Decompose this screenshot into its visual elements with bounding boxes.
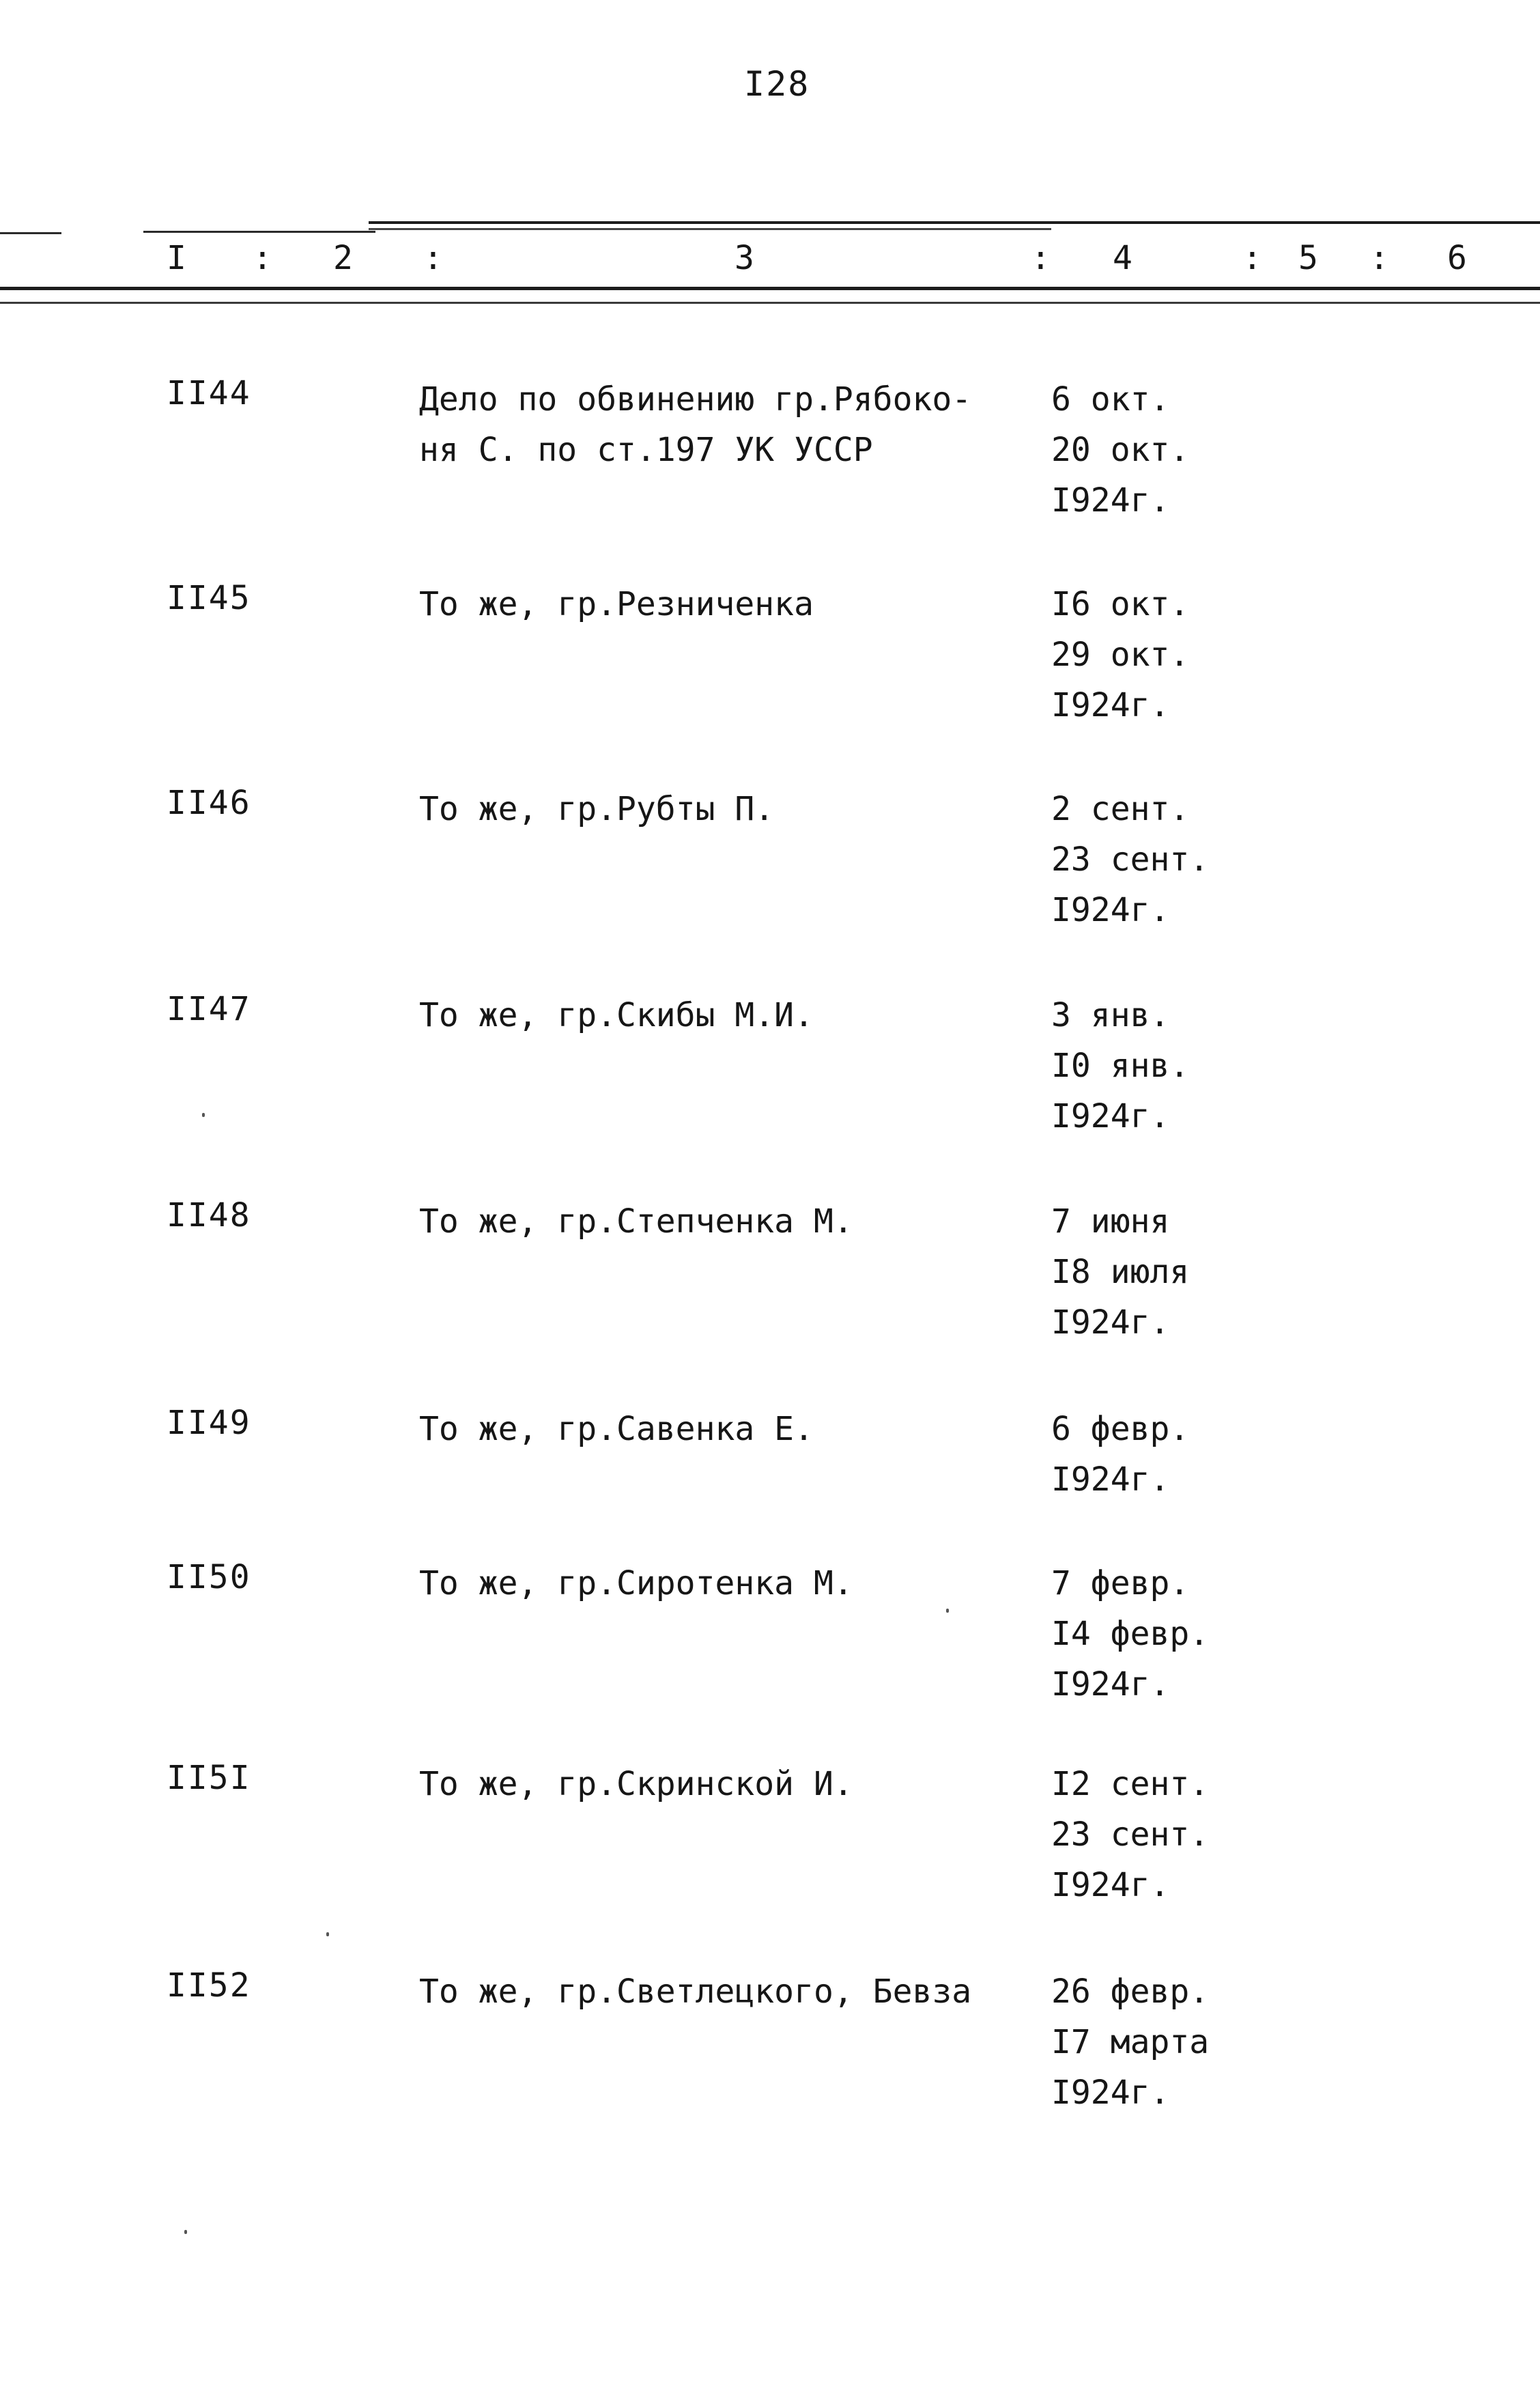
record-title: То же, гр.Рубты П. [419,790,775,828]
column-separator: : [1031,239,1051,277]
record-title: То же, гр.Сиротенка М. [419,1564,853,1602]
record-number: II47 [167,990,251,1028]
scan-speck [184,2230,187,2234]
header-rule-top [369,221,1540,224]
record-dates: I2 сент. 23 сент. I924г. [1051,1765,1210,1904]
column-header-3: 3 [735,239,754,277]
scan-speck [946,1609,949,1613]
record-number: II48 [167,1196,251,1234]
column-header-4: 4 [1113,239,1132,277]
record-dates: 6 окт. 20 окт. I924г. [1051,380,1190,520]
scan-speck [202,1113,205,1117]
column-header-2: 2 [333,239,353,277]
record-title: То же, гр.Скринской И. [419,1765,853,1803]
record-dates: 7 июня I8 июля I924г. [1051,1202,1190,1342]
header-rule-bottom [0,287,1540,290]
header-rule-top-inner [369,228,1051,230]
column-separator: : [1242,239,1262,277]
record-title: То же, гр.Савенка Е. [419,1410,814,1448]
record-number: II44 [167,374,251,412]
record-title: То же, гр.Резниченка [419,585,814,623]
column-header-6: 6 [1447,239,1467,277]
column-separator: : [253,239,272,277]
record-dates: I6 окт. 29 окт. I924г. [1051,585,1190,724]
record-number: II5I [167,1759,251,1797]
record-dates: 2 сент. 23 сент. I924г. [1051,790,1210,929]
column-separator: : [1369,239,1389,277]
record-dates: 26 февр. I7 марта I924г. [1051,1973,1210,2112]
record-number: II46 [167,784,251,822]
record-number: II49 [167,1404,251,1442]
record-title: То же, гр.Светлецкого, Бевза [419,1973,972,2011]
header-rule-top-left [0,232,61,234]
column-header-5: 5 [1298,239,1318,277]
column-separator: : [423,239,443,277]
page-number: I28 [744,64,810,104]
record-number: II52 [167,1966,251,2005]
scan-speck [326,1932,329,1936]
record-title: То же, гр.Степченка М. [419,1202,853,1241]
record-title: То же, гр.Скибы М.И. [419,996,814,1034]
record-number: II50 [167,1558,251,1596]
record-dates: 6 февр. I924г. [1051,1410,1190,1499]
header-rule-bottom-2 [0,302,1540,304]
header-rule-top-left-2 [143,231,375,233]
column-header-1: I [167,239,186,277]
record-title: Дело по обвинению гр.Рябоко- ня С. по ст.197 УК УССР [419,380,972,469]
record-dates: 7 февр. I4 февр. I924г. [1051,1564,1210,1704]
record-number: II45 [167,579,251,617]
record-dates: 3 янв. I0 янв. I924г. [1051,996,1190,1135]
